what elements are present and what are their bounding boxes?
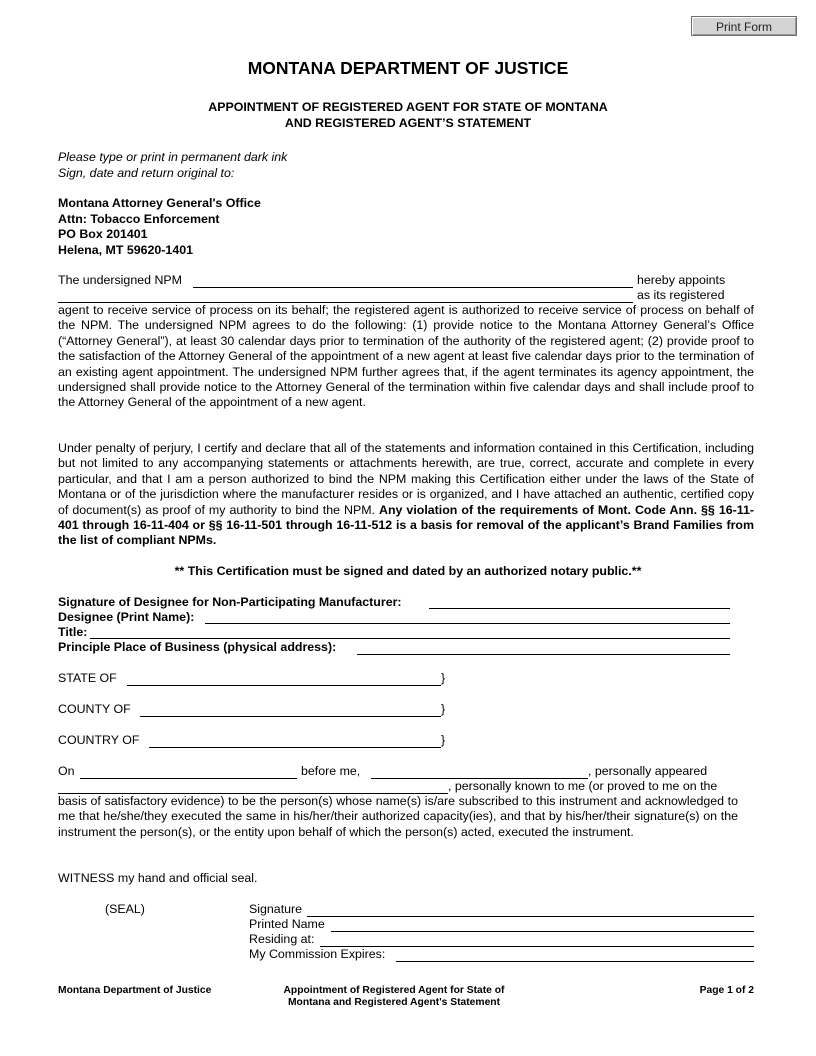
- personally-appeared-label: , personally appeared: [588, 764, 708, 778]
- notary-notice: ** This Certification must be signed and dated by an authorized notary public.**: [174, 564, 642, 578]
- signature-designee-field[interactable]: [429, 608, 730, 609]
- county-of-label: COUNTY OF: [58, 702, 131, 716]
- address-line-4: Helena, MT 59620-1401: [58, 242, 193, 257]
- npm-lead-label: The undersigned NPM: [58, 273, 182, 287]
- npm-name-field[interactable]: [193, 287, 633, 288]
- address-line-3: PO Box 201401: [58, 227, 148, 241]
- state-brace: }: [441, 671, 446, 685]
- place-of-business-field[interactable]: [357, 654, 730, 655]
- hereby-appoints-label: hereby appoints: [637, 273, 726, 287]
- seal-label: (SEAL): [105, 902, 145, 916]
- appointment-body: agent to receive service of process on its behalf; the registered agent is authorized to receive service of process on behalf of the NPM. The undersigned NPM agrees to do the following: (1) provide notice to the Montana Attorney General’s Office (“Attorney General”), at least 30 calendar days prior to termination of the authority of the registered agent; (2) provide proof to the satisfaction of the Attorney General of the appointment of a new agent at least five calendar days prior to the termination of an existing agent appointment. The undersigned NPM further agrees that, if the agent terminates its agency appointment, the undersigned shall provide notice to the Attorney General of the termination within five calendar days and shall include proof to the Attorney General of the appointment of a new agent.: [58, 303, 754, 410]
- instruction-line-2: Sign, date and return original to:: [58, 165, 235, 180]
- notary-commission-field[interactable]: [396, 961, 754, 962]
- print-form-button[interactable]: Print Form: [691, 16, 797, 36]
- notary-signature-label: Signature: [249, 902, 303, 916]
- title-label: Title:: [58, 625, 88, 639]
- footer-center: [254, 985, 534, 1009]
- personally-known-label: , personally known to me (or proved to me on the: [448, 779, 718, 793]
- designee-name-field[interactable]: [205, 623, 730, 624]
- footer-center-line-1: Appointment of Registered Agent for State of: [283, 985, 505, 996]
- title-field[interactable]: [90, 638, 730, 639]
- county-of-field[interactable]: [140, 716, 441, 717]
- before-me-label: before me,: [301, 764, 361, 778]
- notary-printed-name-field[interactable]: [331, 931, 754, 932]
- notary-signature-field[interactable]: [307, 916, 754, 917]
- footer-center-line-2: Montana and Registered Agent's Statement: [287, 997, 501, 1008]
- place-of-business-label: Principle Place of Business (physical address):: [58, 640, 337, 654]
- instruction-line-1: Please type or print in permanent dark ink: [58, 150, 288, 164]
- address-line-1: Montana Attorney General's Office: [58, 196, 261, 210]
- perjury-violation-text: Any violation of the requirements of Mont. Code Ann. §§ 16-11-401 through 16-11-404 or §§ 16-11-501 through 16-11-512 is a basis for removal of the applicant’s Brand Families from the list of compliant NPMs.: [58, 502, 754, 548]
- instructions: [58, 150, 287, 181]
- state-of-field[interactable]: [127, 685, 441, 686]
- country-brace: }: [441, 733, 446, 747]
- county-brace: }: [441, 702, 446, 716]
- notary-commission-label: My Commission Expires:: [249, 947, 386, 961]
- notary-printed-name-label: Printed Name: [249, 917, 325, 931]
- perjury-paragraph: [58, 441, 754, 549]
- country-of-label: COUNTRY OF: [58, 733, 140, 747]
- notary-residing-label: Residing at:: [249, 932, 315, 946]
- acknowledgement-body: basis of satisfactory evidence) to be the person(s) whose name(s) is/are subscribed to this instrument and acknowledged to me that he/she/they executed the same in his/her/their authorized capacity(ies), and that by his/her/their signature(s) on the instrument the person(s), or the entity upon behalf of which the person(s) acted, executed the instrument.: [58, 794, 738, 839]
- return-address: [58, 196, 261, 258]
- form-subtitle: [0, 100, 816, 131]
- state-of-label: STATE OF: [58, 671, 117, 685]
- date-field[interactable]: [80, 778, 297, 779]
- signature-designee-label: Signature of Designee for Non-Participating Manufacturer:: [58, 595, 402, 609]
- designee-name-label: Designee (Print Name):: [58, 610, 195, 624]
- perjury-text: Under penalty of perjury, I certify and declare that all of the statements and information contained in this Certification, including but not limited to any accompanying statements or attachments herewith, are true, correct, accurate and complete in every particular, and that I am a person authorized to bind the NPM making this Certification either under the laws of the State of Montana or of the jurisdiction where the manufacturer resides or is organized, and I have attached an authentic, certified copy of document(s) as proof of my authority to bind the NPM.: [58, 441, 754, 517]
- registered-label: as its registered: [637, 288, 725, 302]
- witness-statement: WITNESS my hand and official seal.: [58, 871, 258, 885]
- footer-page-number: Page 1 of 2: [699, 985, 754, 996]
- address-line-2: Attn: Tobacco Enforcement: [58, 211, 220, 226]
- country-of-field[interactable]: [149, 747, 441, 748]
- page-title: MONTANA DEPARTMENT OF JUSTICE: [247, 58, 569, 78]
- footer-left: Montana Department of Justice: [58, 985, 212, 996]
- subtitle-line-1: APPOINTMENT OF REGISTERED AGENT FOR STATE OF MONTANA: [208, 100, 608, 114]
- subtitle-line-2: AND REGISTERED AGENT’S STATEMENT: [284, 115, 532, 130]
- on-label: On: [58, 764, 75, 778]
